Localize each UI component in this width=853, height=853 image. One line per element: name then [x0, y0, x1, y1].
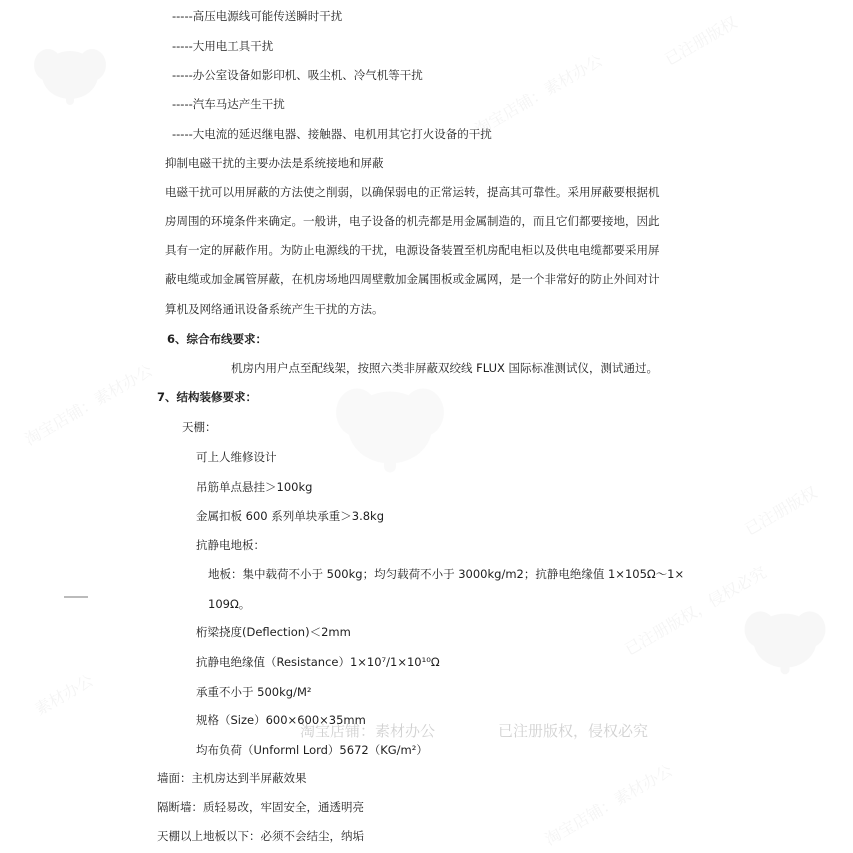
text-line: 规格（Size）600×600×35mm	[196, 713, 366, 727]
text-line: 金属扣板 600 系列单块承重＞3.8kg	[196, 509, 385, 523]
text-line: -----高压电源线可能传送瞬时干扰	[172, 9, 343, 23]
divider	[64, 596, 88, 598]
text-line: 均布负荷（Unforml Lord）5672（KG/m²）	[196, 743, 428, 757]
watermark-text: 已注册版权	[661, 12, 741, 70]
text-line: 电磁干扰可以用屏蔽的方法使之削弱，以确保弱电的正常运转，提高其可靠性。采用屏蔽要根据机	[165, 185, 660, 199]
text-line: 抑制电磁干扰的主要办法是系统接地和屏蔽	[165, 156, 384, 170]
watermark-text: 已注册版权，侵权必究	[621, 562, 770, 660]
watermark-text: 素材办公	[31, 670, 97, 720]
text-line: -----办公室设备如影印机、吸尘机、冷气机等干扰	[172, 68, 423, 82]
watermark-text: 淘宝店铺：素材办公	[21, 360, 156, 450]
text-line: 抗静电绝缘值（Resistance）1×10⁷/1×10¹⁰Ω	[196, 655, 440, 669]
watermark-text: 已注册版权	[741, 482, 821, 540]
text-line: 墙面：主机房达到半屏蔽效果	[157, 771, 307, 785]
elephant-watermark-icon	[330, 360, 450, 480]
text-line: -----大用电工具干扰	[172, 39, 274, 53]
watermark-text: 淘宝店铺：素材办公	[541, 760, 676, 850]
text-line: 桁梁挠度(Deflection)＜2mm	[196, 625, 351, 639]
text-line: 算机及网络通讯设备系统产生干扰的方法。	[165, 302, 384, 316]
watermark-shop-label: 淘宝店铺：素材办公	[300, 722, 436, 740]
text-line: 机房内用户点至配线架，按照六类非屏蔽双绞线 FLUX 国际标准测试仪，测试通过。	[231, 361, 659, 375]
text-line: -----大电流的延迟继电器、接触器、电机用其它打火设备的干扰	[172, 127, 492, 141]
elephant-watermark-icon	[30, 30, 110, 110]
text-line: 房周围的环境条件来确定。一般讲，电子设备的机壳都是用金属制造的，而且它们都要接地，因此	[165, 214, 660, 228]
text-line: 天棚：	[182, 420, 217, 434]
text-line: 蔽电缆或加金属管屏蔽，在机房场地四周壁敷加金属围板或金属网，是一个非常好的防止外间对计	[165, 272, 660, 286]
watermark-copyright-label: 已注册版权，侵权必究	[498, 722, 649, 740]
text-line: 可上人维修设计	[196, 450, 277, 464]
section-heading: 7、结构装修要求：	[157, 390, 258, 404]
section-heading: 6、综合布线要求：	[167, 332, 268, 346]
text-line: 承重不小于 500kg/M²	[196, 685, 312, 699]
text-line: 隔断墙：质轻易改，牢固安全，通透明亮	[157, 800, 364, 814]
text-line: 抗静电地板：	[196, 538, 265, 552]
text-line: -----汽车马达产生干扰	[172, 97, 285, 111]
watermark-text: 淘宝店铺：素材办公	[471, 50, 606, 140]
text-line: 具有一定的屏蔽作用。为防止电源线的干扰，电源设备装置至机房配电柜以及供电电缆都要采用屏	[165, 243, 660, 257]
text-line: 109Ω。	[208, 597, 251, 611]
text-line: 天棚以上地板以下：必须不会结尘，纳垢	[157, 829, 364, 843]
text-line: 地板：集中载荷不小于 500kg；均匀载荷不小于 3000kg/m2；抗静电绝缘值 1×105Ω～1×	[208, 567, 685, 581]
text-line: 吊筋单点悬挂＞100kg	[196, 480, 313, 494]
elephant-watermark-icon	[740, 590, 830, 680]
